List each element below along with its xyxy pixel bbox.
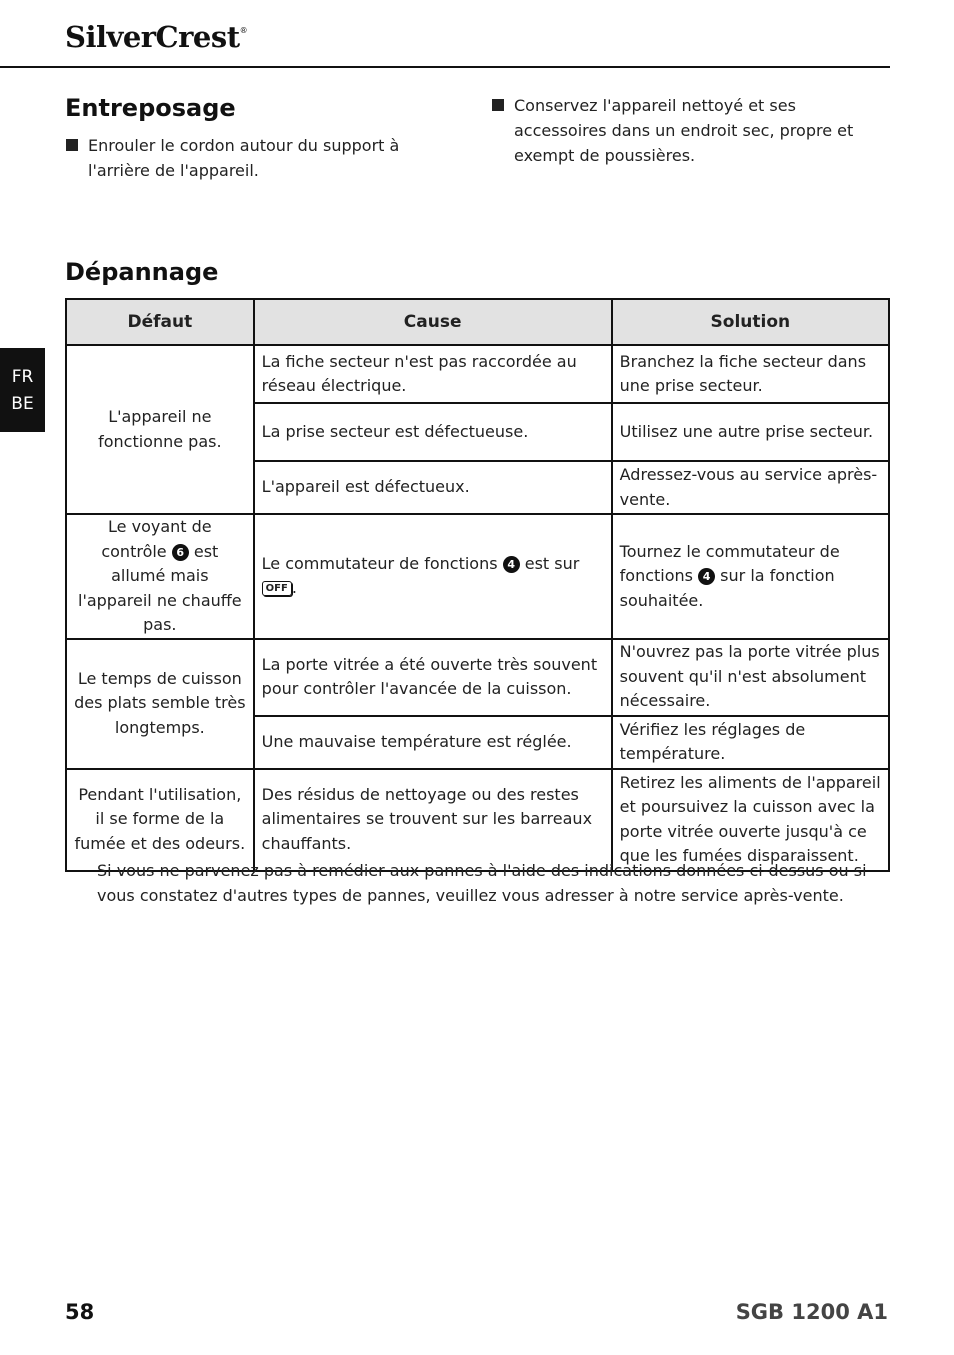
off-symbol-icon: OFF [262,581,292,596]
cause-cell: La fiche secteur n'est pas raccordée au réseau électrique. [254,345,612,403]
lang-fr: FR [11,367,34,387]
bullet-square-icon [492,99,504,111]
cause-cell: La prise secteur est défectueuse. [254,403,612,461]
switch-4-icon: 4 [698,568,715,585]
header-cause: Cause [254,299,612,345]
solution-cell: Branchez la fiche secteur dans une prise secteur. [612,345,889,403]
table-row [66,345,889,403]
cause-cell: Des résidus de nettoyage ou des restes alimentaires se trouvent sur les barreaux chauffants. [254,769,612,871]
cause-cell: Une mauvaise température est réglée. [254,716,612,769]
cause-cell: L'appareil est défectueux. [254,461,612,514]
header-fault: Défaut [66,299,254,345]
solution-cell: Adressez-vous au service après-vente. [612,461,889,514]
solution-cell: Tournez le commutateur de fonctions 4 sur la fonction souhaitée. [612,514,889,639]
table-row [66,769,889,871]
solution-cell: Retirez les aliments de l'appareil et poursuivez la cuisson avec la porte vitrée ouverte jusqu'à ce que les fumées disparaissent. [612,769,889,871]
storage-bullet-2: Conservez l'appareil nettoyé et ses accessoires dans un endroit sec, propre et exempt de poussières. [492,93,890,168]
page-number: 58 [65,1300,95,1324]
header-rule [0,66,890,68]
solution-cell: N'ouvrez pas la porte vitrée plus souvent qu'il n'est absolument nécessaire. [612,639,889,716]
fault-cell: L'appareil ne fonctionne pas. [66,345,254,514]
fault-cell: Le temps de cuisson des plats semble très longtemps. [66,639,254,769]
table-row [66,514,889,639]
table-header-row [66,299,889,345]
troubleshooting-note: Si vous ne parvenez pas à remédier aux pannes à l'aide des indications données ci-dessus ou si vous constatez d'autres types de pannes, veuillez vous adresser à notre service après-vente. [97,861,867,905]
storage-title: Entreposage [65,94,236,122]
header-solution: Solution [612,299,889,345]
storage-bullet-1: Enrouler le cordon autour du support à l'arrière de l'appareil. [66,133,466,183]
language-tab [0,348,45,432]
cause-cell: Le commutateur de fonctions 4 est sur OFF . [254,514,612,639]
switch-4-icon: 4 [503,556,520,573]
fault-cell: Pendant l'utilisation, il se forme de la fumée et des odeurs. [66,769,254,871]
cause-cell: La porte vitrée a été ouverte très souvent pour contrôler l'avancée de la cuisson. [254,639,612,716]
troubleshooting-table [65,298,890,872]
troubleshooting-title: Dépannage [65,258,219,286]
brand-logo: SilverCrest® [65,20,248,54]
table-row [66,639,889,716]
indicator-6-icon: 6 [172,544,189,561]
solution-cell: Utilisez une autre prise secteur. [612,403,889,461]
solution-cell: Vérifiez les réglages de température. [612,716,889,769]
lang-be: BE [11,394,34,414]
fault-cell: Le voyant de contrôle 6 est allumé mais l'appareil ne chauffe pas. [66,514,254,639]
bullet-square-icon [66,139,78,151]
model-number: SGB 1200 A1 [735,1300,888,1324]
